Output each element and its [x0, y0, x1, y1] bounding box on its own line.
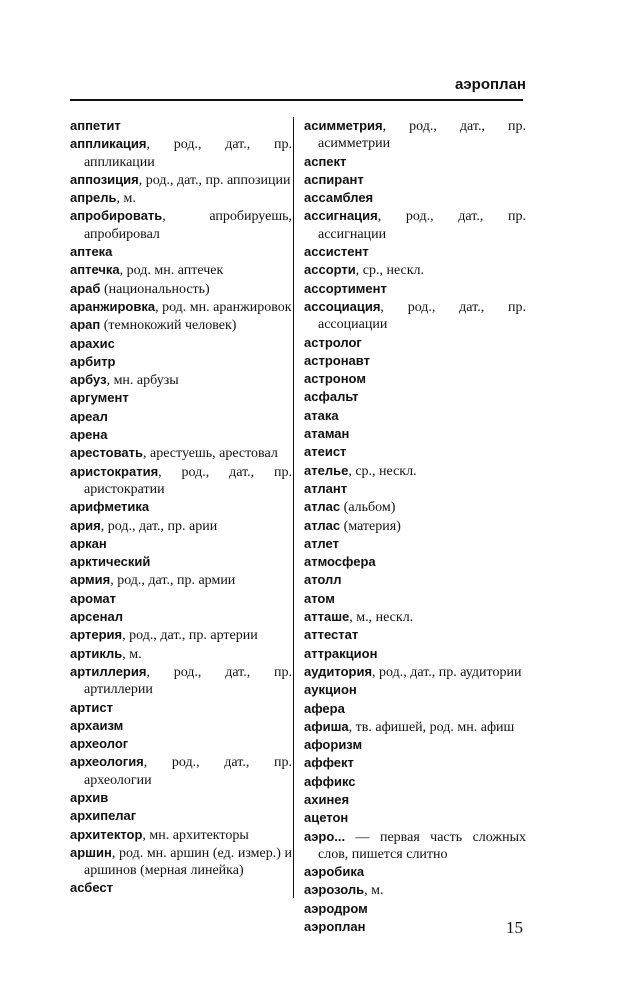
entry-headword: арсенал: [70, 609, 123, 625]
dictionary-entry: [304, 407, 526, 425]
entry-headword: атака: [304, 407, 339, 423]
dictionary-entry: [304, 207, 526, 243]
entry-headword: атолл: [304, 572, 342, 588]
dictionary-entry: [70, 189, 292, 207]
entry-headword: атлас: [304, 499, 341, 515]
entry-headword: ассигнация: [304, 208, 378, 224]
dictionary-entry: [304, 425, 526, 443]
dictionary-entry: [304, 918, 526, 936]
entry-grammar-note: , род., дат., пр. аппликации: [84, 137, 292, 170]
entry-grammar-note: , м., нескл.: [349, 610, 414, 626]
entry-grammar-note: , тв. афишей, род. мн. афиш: [348, 719, 515, 735]
entry-headword: арестовать: [70, 445, 144, 461]
entry-grammar-note: (альбом): [340, 500, 396, 516]
entry-headword: архитектор: [70, 826, 143, 842]
dictionary-entry: [304, 443, 526, 461]
dictionary-entry: [70, 535, 292, 553]
dictionary-entry: [304, 718, 526, 736]
dictionary-entry: [304, 645, 526, 663]
dictionary-entry: [304, 900, 526, 918]
dictionary-entry: [304, 535, 526, 553]
entry-grammar-note: , род., дат., пр. аппозиции: [138, 172, 291, 188]
entry-headword: аукцион: [304, 682, 357, 698]
dictionary-entry: [304, 370, 526, 388]
entry-grammar-note: , род., дат., пр. археологии: [84, 755, 292, 788]
entry-headword: ассортимент: [304, 280, 387, 296]
entry-headword: аспирант: [304, 171, 364, 187]
dictionary-entry: [70, 261, 292, 279]
dictionary-entry: [304, 517, 526, 535]
entry-headword: артерия: [70, 627, 123, 643]
dictionary-entry: [304, 498, 526, 516]
entry-headword: архаизм: [70, 717, 124, 733]
dictionary-entry: [70, 371, 292, 389]
entry-headword: аспект: [304, 153, 347, 169]
entry-headword: аппетит: [70, 118, 121, 133]
entry-headword: афиша: [304, 718, 349, 734]
entry-grammar-note: , род. мн. аршин (ед. измер.) и аршинов (мерная линейка): [84, 845, 292, 879]
entry-headword: апрель: [70, 190, 117, 206]
dictionary-entry: [304, 117, 526, 153]
dictionary-entry: [304, 334, 526, 352]
column-divider: [293, 117, 294, 898]
entry-headword: арена: [70, 427, 108, 443]
entry-headword: аппозиция: [70, 171, 139, 187]
entry-grammar-note: , род., дат., пр. арии: [100, 518, 218, 534]
dictionary-entry: [304, 462, 526, 480]
dictionary-entry: [304, 863, 526, 881]
entry-grammar-note: , род., дат., пр. асимметрии: [318, 119, 526, 152]
dictionary-entry: [304, 700, 526, 718]
entry-headword: арап: [70, 317, 101, 333]
entry-grammar-note: , апробируешь, апробировал: [84, 209, 292, 242]
entry-headword: аршин: [70, 844, 112, 860]
entry-headword: аэрозоль: [304, 882, 365, 898]
dictionary-entry: [304, 388, 526, 406]
dictionary-entry: [304, 608, 526, 626]
entry-headword: аптечка: [70, 262, 120, 278]
dictionary-entry: [70, 135, 292, 171]
entry-grammar-note: , ср., нескл.: [348, 463, 417, 479]
dictionary-entry: [70, 753, 292, 789]
left-column: [70, 117, 292, 898]
page-number: 15: [506, 918, 523, 937]
entry-headword: ассамблея: [304, 190, 374, 206]
dictionary-entry: [70, 807, 292, 825]
dictionary-entry: [304, 773, 526, 791]
entry-headword: аффикс: [304, 773, 356, 789]
entry-headword: атом: [304, 590, 335, 606]
dictionary-entry: [304, 736, 526, 754]
dictionary-entry: [304, 626, 526, 644]
dictionary-entry: [304, 153, 526, 171]
entry-headword: арбуз: [70, 372, 107, 388]
entry-headword: аппликация: [70, 136, 147, 152]
dictionary-entry: [70, 243, 292, 261]
entry-grammar-note: , род., дат., пр. армии: [110, 573, 236, 589]
dictionary-entry: [304, 298, 526, 334]
entry-headword: ассоциация: [304, 298, 381, 314]
entry-headword: аптека: [70, 244, 113, 260]
entry-headword: атлант: [304, 480, 348, 496]
entry-headword: атлет: [304, 535, 339, 551]
entry-headword: аэробика: [304, 864, 365, 880]
entry-grammar-note: — первая часть сложных слов, пишется слитно: [318, 829, 526, 862]
entry-grammar-note: , мн. архитекторы: [142, 827, 249, 843]
entry-headword: астроном: [304, 371, 366, 387]
entry-headword: атташе: [304, 609, 350, 625]
entry-headword: ателье: [304, 462, 349, 478]
entry-headword: атеист: [304, 444, 347, 460]
dictionary-entry: [304, 571, 526, 589]
entry-headword: архипелаг: [70, 808, 137, 824]
entry-headword: аттракцион: [304, 645, 378, 661]
dictionary-entry: [70, 171, 292, 189]
entry-grammar-note: (материя): [340, 518, 401, 534]
entry-headword: атаман: [304, 426, 350, 442]
entry-headword: асимметрия: [304, 118, 383, 133]
entry-headword: аэроплан: [304, 919, 366, 935]
header-rule: [70, 99, 523, 101]
dictionary-entry: [304, 681, 526, 699]
entry-headword: афера: [304, 700, 345, 716]
dictionary-entry: [70, 844, 292, 880]
entry-grammar-note: , род., дат., пр. ассоциации: [318, 299, 526, 333]
entry-headword: аристократия: [70, 463, 159, 479]
dictionary-entry: [70, 735, 292, 753]
entry-headword: асфальт: [304, 389, 359, 405]
dictionary-entry: [70, 699, 292, 717]
dictionary-entry: [304, 243, 526, 261]
dictionary-entry: [70, 717, 292, 735]
dictionary-entry: [304, 590, 526, 608]
entry-grammar-note: , м.: [122, 646, 142, 662]
entry-headword: аркан: [70, 535, 107, 551]
entry-headword: аэро...: [304, 828, 346, 844]
dictionary-entry: [70, 879, 292, 897]
entry-headword: ария: [70, 517, 101, 533]
entry-grammar-note: , род., дат., пр. артерии: [122, 628, 258, 644]
dictionary-entry: [70, 789, 292, 807]
entry-headword: астролог: [304, 334, 362, 350]
entry-headword: афоризм: [304, 737, 363, 753]
dictionary-entry: [304, 828, 526, 864]
entry-headword: ахинея: [304, 791, 350, 807]
dictionary-entry: [304, 663, 526, 681]
entry-grammar-note: , м.: [364, 883, 384, 899]
entry-headword: армия: [70, 572, 111, 588]
entry-headword: арбитр: [70, 353, 116, 369]
entry-headword: аромат: [70, 590, 116, 606]
entry-grammar-note: , ср., нескл.: [355, 263, 425, 279]
dictionary-entry: [70, 316, 292, 334]
entry-headword: атлас: [304, 517, 341, 533]
dictionary-entry: [70, 626, 292, 644]
entry-grammar-note: , род. мн. аранжировок: [155, 299, 292, 315]
dictionary-entry: [70, 463, 292, 499]
dictionary-entry: [304, 352, 526, 370]
entry-grammar-note: , арестуешь, арестовал: [143, 446, 278, 462]
entry-headword: аэродром: [304, 900, 368, 916]
dictionary-entry: [304, 189, 526, 207]
entry-headword: ареал: [70, 408, 108, 424]
entry-headword: аттестат: [304, 627, 359, 643]
entry-grammar-note: (темнокожий человек): [100, 318, 237, 334]
entry-headword: асбест: [70, 880, 113, 896]
entry-headword: археология: [70, 754, 144, 770]
dictionary-entry: [304, 261, 526, 279]
dictionary-entry: [304, 280, 526, 298]
entry-headword: аффект: [304, 755, 354, 771]
entry-headword: артикль: [70, 645, 123, 661]
entry-grammar-note: (национальность): [100, 281, 210, 297]
dictionary-entry: [70, 517, 292, 535]
entry-headword: арифметика: [70, 499, 150, 515]
dictionary-entry: [70, 426, 292, 444]
dictionary-entry: [304, 480, 526, 498]
dictionary-entry: [70, 408, 292, 426]
dictionary-entry: [70, 117, 292, 135]
dictionary-entry: [304, 171, 526, 189]
entry-headword: артиллерия: [70, 663, 147, 679]
entry-headword: атмосфера: [304, 554, 376, 570]
entry-headword: арктический: [70, 554, 151, 570]
dictionary-entry: [70, 207, 292, 243]
dictionary-entry: [70, 663, 292, 699]
entry-headword: ассистент: [304, 244, 369, 260]
dictionary-entry: [304, 553, 526, 571]
dictionary-entry: [70, 826, 292, 844]
dictionary-entry: [70, 389, 292, 407]
dictionary-entry: [70, 645, 292, 663]
entry-headword: арахис: [70, 335, 115, 351]
entry-grammar-note: , м.: [116, 191, 136, 207]
dictionary-entry: [304, 809, 526, 827]
dictionary-entry: [304, 791, 526, 809]
right-column: [304, 117, 526, 936]
entry-grammar-note: , род., дат., пр. артиллерии: [84, 664, 292, 698]
dictionary-entry: [70, 498, 292, 516]
dictionary-entry: [70, 298, 292, 316]
entry-headword: архив: [70, 789, 109, 805]
dictionary-entry: [70, 335, 292, 353]
entry-headword: аранжировка: [70, 298, 156, 314]
dictionary-entry: [70, 280, 292, 298]
entry-headword: ацетон: [304, 810, 349, 826]
dictionary-entry: [304, 754, 526, 772]
entry-grammar-note: , род., дат., пр. аристократии: [84, 464, 292, 497]
dictionary-entry: [304, 881, 526, 899]
entry-grammar-note: , род., дат., пр. аудитории: [372, 664, 522, 680]
entry-headword: археолог: [70, 736, 129, 752]
dictionary-entry: [70, 444, 292, 462]
running-head: аэроплан: [455, 76, 526, 93]
dictionary-entry: [70, 590, 292, 608]
dictionary-entry: [70, 353, 292, 371]
entry-headword: апробировать: [70, 208, 163, 224]
entry-grammar-note: , мн. арбузы: [106, 373, 179, 389]
dictionary-entry: [70, 571, 292, 589]
entry-headword: аргумент: [70, 390, 129, 406]
dictionary-entry: [70, 553, 292, 571]
dictionary-entry: [70, 608, 292, 626]
entry-grammar-note: , род. мн. аптечек: [119, 263, 224, 279]
entry-headword: артист: [70, 699, 113, 715]
entry-headword: аудитория: [304, 663, 373, 679]
entry-headword: ассорти: [304, 262, 356, 278]
entry-headword: астронавт: [304, 352, 370, 368]
entry-headword: араб: [70, 280, 101, 296]
entry-grammar-note: , род., дат., пр. ассигнации: [318, 209, 526, 242]
